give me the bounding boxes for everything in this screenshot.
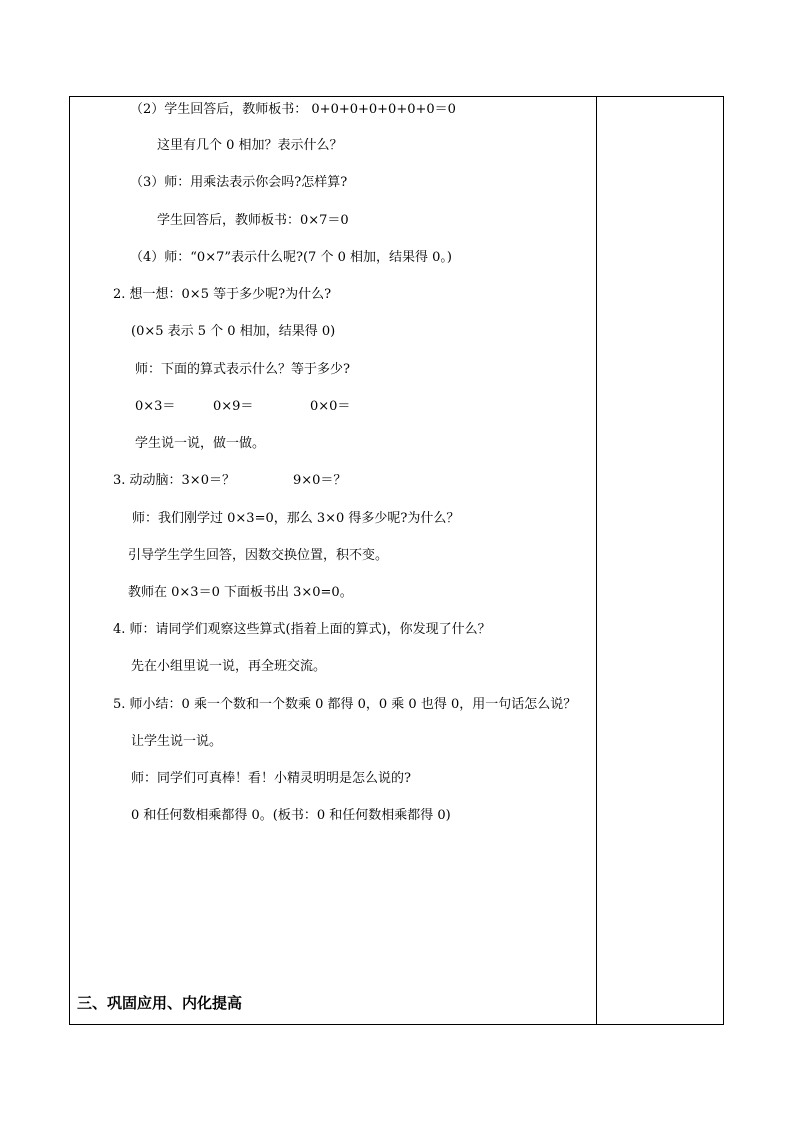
text-line: 4. 师：请同学们观察这些算式(指着上面的算式)，你发现了什么？ <box>113 622 491 637</box>
text-line: 0×0＝ <box>310 399 351 414</box>
text-line: 学生说一说，做一做。 <box>135 436 266 451</box>
text-line: 教师在 0×3＝0 下面板书出 3×0=0。 <box>128 585 353 600</box>
text-line: (0×5 表示 5 个 0 相加，结果得 0) <box>131 324 336 339</box>
text-line: 5. 师小结：0 乘一个数和一个数乘 0 都得 0，0 乘 0 也得 0，用一句话怎么说？ <box>113 697 577 712</box>
text-line: 让学生说一说。 <box>131 734 223 749</box>
text-line: 0 和任何数相乘都得 0。(板书：0 和任何数相乘都得 0) <box>131 808 451 823</box>
text-line: 0×3＝ <box>135 399 176 414</box>
table-column-divider <box>596 96 597 1025</box>
text-line: 2. 想一想：0×5 等于多少呢?为什么? <box>113 287 332 302</box>
section-heading: 三、巩固应用、内化提高 <box>77 994 243 1012</box>
text-line: 师：同学们可真棒！看！小精灵明明是怎么说的? <box>131 771 411 786</box>
text-line: （2）学生回答后，教师板书： 0+0+0+0+0+0+0＝0 <box>130 102 456 117</box>
text-line: 师：下面的算式表示什么？等于多少? <box>135 362 350 377</box>
text-line: 9×0＝？ <box>293 473 347 488</box>
text-line: 引导学生学生回答，因数交换位置，积不变。 <box>128 548 389 563</box>
text-line: 这里有几个 0 相加？表示什么？ <box>157 138 343 153</box>
text-line: （4）师：“0×7”表示什么呢?(7 个 0 相加，结果得 0。) <box>130 250 452 265</box>
text-line: 师：我们刚学过 0×3=0，那么 3×0 得多少呢?为什么？ <box>132 511 460 526</box>
text-line: （3）师：用乘法表示你会吗?怎样算? <box>130 175 348 190</box>
text-line: 学生回答后，教师板书：0×7＝0 <box>157 213 349 228</box>
text-line: 先在小组里说一说，再全班交流。 <box>131 659 327 674</box>
text-line: 0×9＝ <box>213 399 254 414</box>
text-line: 3. 动动脑：3×0＝？ <box>113 473 235 488</box>
